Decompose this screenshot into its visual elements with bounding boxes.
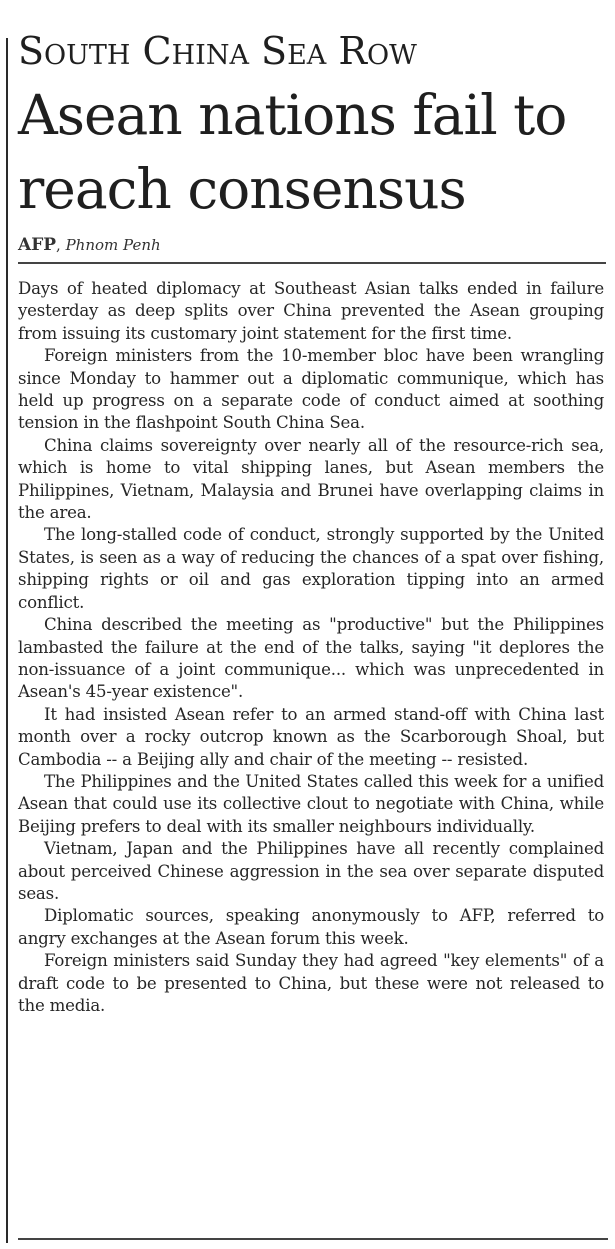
paragraph-8: Vietnam, Japan and the Philippines have all recently complained about perceived Chinese aggression in the sea over separate disputed seas. [18,839,604,903]
byline-place: Phnom Penh [65,236,161,254]
byline-separator: , [56,236,66,254]
article-body [18,278,604,1017]
byline-agency: AFP [18,235,57,255]
article-headline: Asean nations fail to reach consensus [18,83,567,221]
paragraph-6: It had insisted Asean refer to an armed stand-off with China last month over a rocky outcrop known as the Scarborough Shoal, but Cambodia -- a Beijing ally and chair of the meeting -- resisted. [18,704,604,769]
paragraph-4: The long-stalled code of conduct, strongly supported by the United States, is seen as a way of reducing the chances of a spat over fishing, shipping rights or oil and gas exploration tipping into an armed conflict. [18,525,604,612]
byline-divider [18,262,606,264]
paragraph-3: China claims sovereignty over nearly all of the resource-rich sea, which is home to vital shipping lanes, but Asean members the Philippines, Vietnam, Malaysia and Brunei have overlapping claims in the area. [18,435,604,523]
paragraph-10: Foreign ministers said Sunday they had agreed "key elements" of a draft code to be presented to China, but these were not released to the media. [18,951,604,1015]
paragraph-2: Foreign ministers from the 10-member bloc have been wrangling since Monday to hammer out a diplomatic communique, which has held up progress on a separate code of conduct aimed at soothing tension in the flashpoint South China Sea. [18,346,604,433]
article-kicker: South China Sea Row [18,29,417,73]
paragraph-7: The Philippines and the United States called this week for a unified Asean that could use its collective clout to negotiate with China, while Beijing prefers to deal with its smaller neighbours individually. [18,771,604,836]
article [18,30,608,1017]
paragraph-5: China described the meeting as "productive" but the Philippines lambasted the failure at the end of the talks, saying "it deplores the non-issuance of a joint communique... which was unprecedented in Asean's 45-year existence". [18,615,604,702]
left-column-rule [6,38,8,1243]
paragraph-1: Days of heated diplomacy at Southeast Asian talks ended in failure yesterday as deep splits over China prevented the Asean grouping from issuing its customary joint statement for the first time. [18,279,604,343]
byline [18,236,608,254]
bottom-divider [18,1238,608,1240]
paragraph-9: Diplomatic sources, speaking anonymously to AFP, referred to angry exchanges at the Asean forum this week. [18,906,604,948]
